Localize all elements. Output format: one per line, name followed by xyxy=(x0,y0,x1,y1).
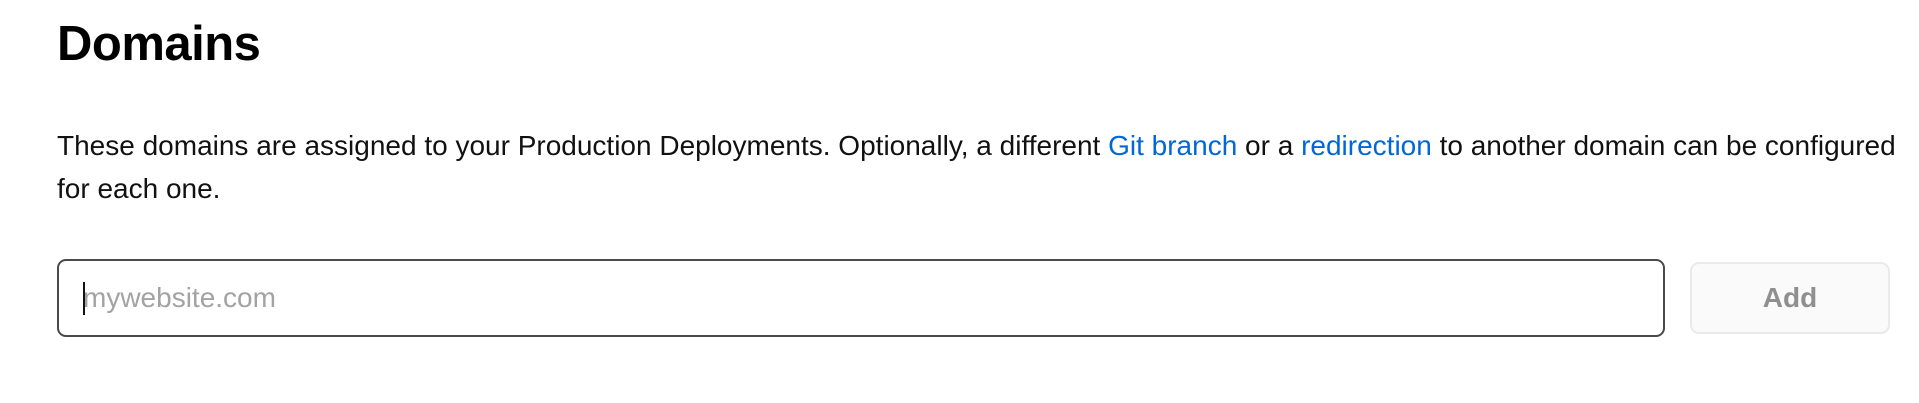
domain-input[interactable] xyxy=(57,259,1665,337)
section-title: Domains xyxy=(57,17,261,71)
text-caret xyxy=(83,282,85,315)
description-text-3: to another domain can be configured for each one. xyxy=(57,130,1896,204)
git-branch-link[interactable]: Git branch xyxy=(1108,130,1238,161)
redirection-link[interactable]: redirection xyxy=(1301,130,1432,161)
add-domain-button[interactable]: Add xyxy=(1690,262,1890,334)
section-description xyxy=(57,124,1897,210)
description-text-1: These domains are assigned to your Production Deployments. Optionally, a different xyxy=(57,130,1109,161)
description-text-2: or a xyxy=(1237,130,1302,161)
